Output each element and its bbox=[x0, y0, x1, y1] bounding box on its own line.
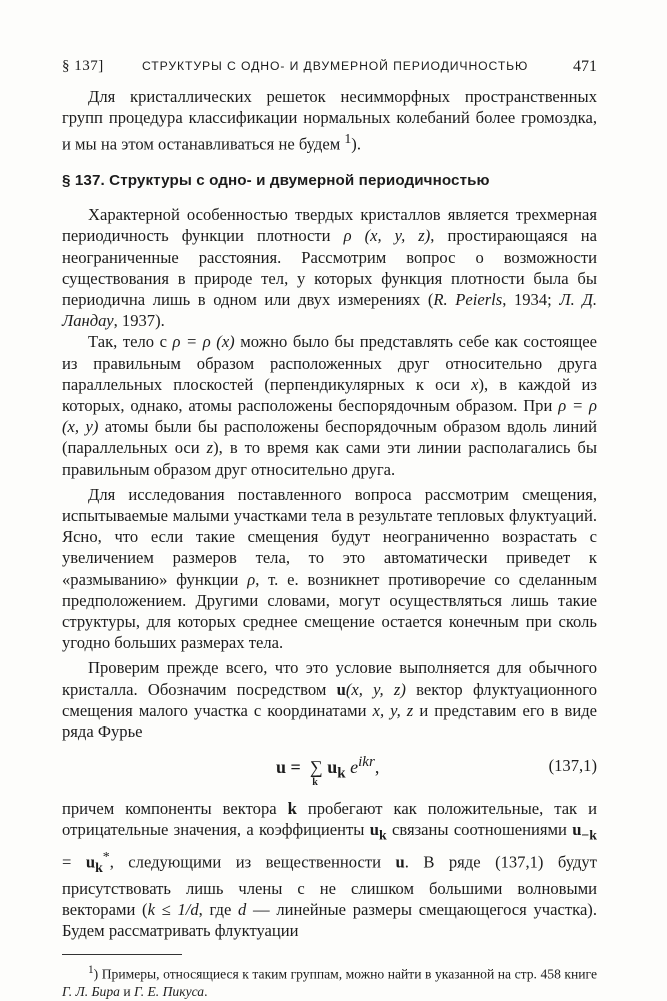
citation-landau: Л. Д. Ландау bbox=[62, 289, 598, 331]
equation-137-1 bbox=[62, 750, 597, 788]
footnote-marker: 1 bbox=[344, 131, 352, 147]
paragraph-1: Характерной особенностью твердых кристаллов является трехмерная периодичность функции плотности ρ (x, y, z), простирающаяся на неограниченные расстояния. Рассмотрим вопрос о возможности существования в природе тел, у которых функция плотности была бы периодична лишь в одном или двух измерениях (R. Peierls, 1934; Л. Д. Ландау, 1937). bbox=[62, 205, 598, 331]
intro-end: ). bbox=[351, 134, 361, 154]
section-heading: § 137. Структуры с одно- и двумерной периодичностью bbox=[62, 172, 490, 190]
footnote-number: 1 bbox=[88, 963, 94, 976]
equation-number: (137,1) bbox=[548, 756, 597, 776]
header-title: СТРУКТУРЫ С ОДНО- И ДВУМЕРНОЙ ПЕРИОДИЧНОСТЬЮ bbox=[142, 59, 529, 73]
intro-paragraph bbox=[62, 86, 597, 155]
math-rho-xyz: ρ (x, y, z) bbox=[343, 226, 431, 246]
footnote-divider bbox=[62, 954, 182, 955]
footnote: $^1$) Примеры, относящиеся к таким группам, можно найти в указанной на стр. 458 книге Г. Л. Бира и Г. Е. Пикуса. bbox=[62, 963, 597, 1000]
paragraph-5: причем компоненты вектора k пробегают как положительные, так и отрицательные значения, а коэффициенты $u_k$ связаны соотношениями $u_{-k} = u_k^*$, следующими из вещественности u. В ряде (137,1) будут присутствовать лишь члены с не слишком большими волновыми векторами (k ≤ 1/d, где d — линейные размеры смещающегося участка). Будем рассматривать флуктуации bbox=[62, 799, 597, 941]
citation-bir: Г. Л. Бира bbox=[62, 984, 120, 1000]
fourier-series-formula: u = ∑ k $u_k$ $e^{ikr}$, bbox=[276, 754, 380, 789]
paragraph-3: Для исследования поставленного вопроса рассмотрим смещения, испытываемые малыми участками тела в результате тепловых флуктуаций. Ясно, что если такие смещения будут неограниченно возрастать с увеличением размеров тела, то это автоматически приведет к «размыванию» функции ρ, т. е. возникнет противоречие со сделанным предположением. Другими словами, могут осуществляться лишь такие структуры, для которых среднее смещение остается конечным при сколь угодно больших размерах тела. bbox=[62, 484, 597, 653]
page-number: 471 bbox=[573, 58, 597, 75]
header-section-ref: § 137] bbox=[62, 58, 104, 74]
paragraph-4: Проверим прежде всего, что это условие выполняется для обычного кристалла. Обозначим посредством u(x, y, z) вектор флуктуационного смещения малого участка с координатами x, y, z и представим его в виде ряда Фурье bbox=[62, 658, 598, 742]
intro-text: Для кристаллических решеток несимморфных пространственных групп процедура классификации нормальных колебаний более громоздка, и мы на этом останавливаться не будем bbox=[62, 87, 597, 154]
paragraph-2: Так, тело с ρ = ρ (x) можно было бы представлять себе как состоящее из правильным образом расположенных друг относительно друга параллельных плоскостей (перпендикулярных к оси x), в каждой из которых, однако, атомы расположены беспорядочным образом. При ρ = ρ (x, y) атомы были бы расположены беспорядочным образом вдоль линий (параллельных оси z), в то время как сами эти линии располагались бы правильным образом друг относительно друга. bbox=[62, 332, 597, 479]
book-page bbox=[62, 58, 597, 1001]
citation-pikus: Г. Е. Пикуса bbox=[134, 984, 205, 1000]
running-header bbox=[62, 58, 597, 86]
sum-symbol: ∑ k bbox=[309, 757, 323, 789]
citation-peierls: R. Peierls bbox=[433, 289, 503, 309]
